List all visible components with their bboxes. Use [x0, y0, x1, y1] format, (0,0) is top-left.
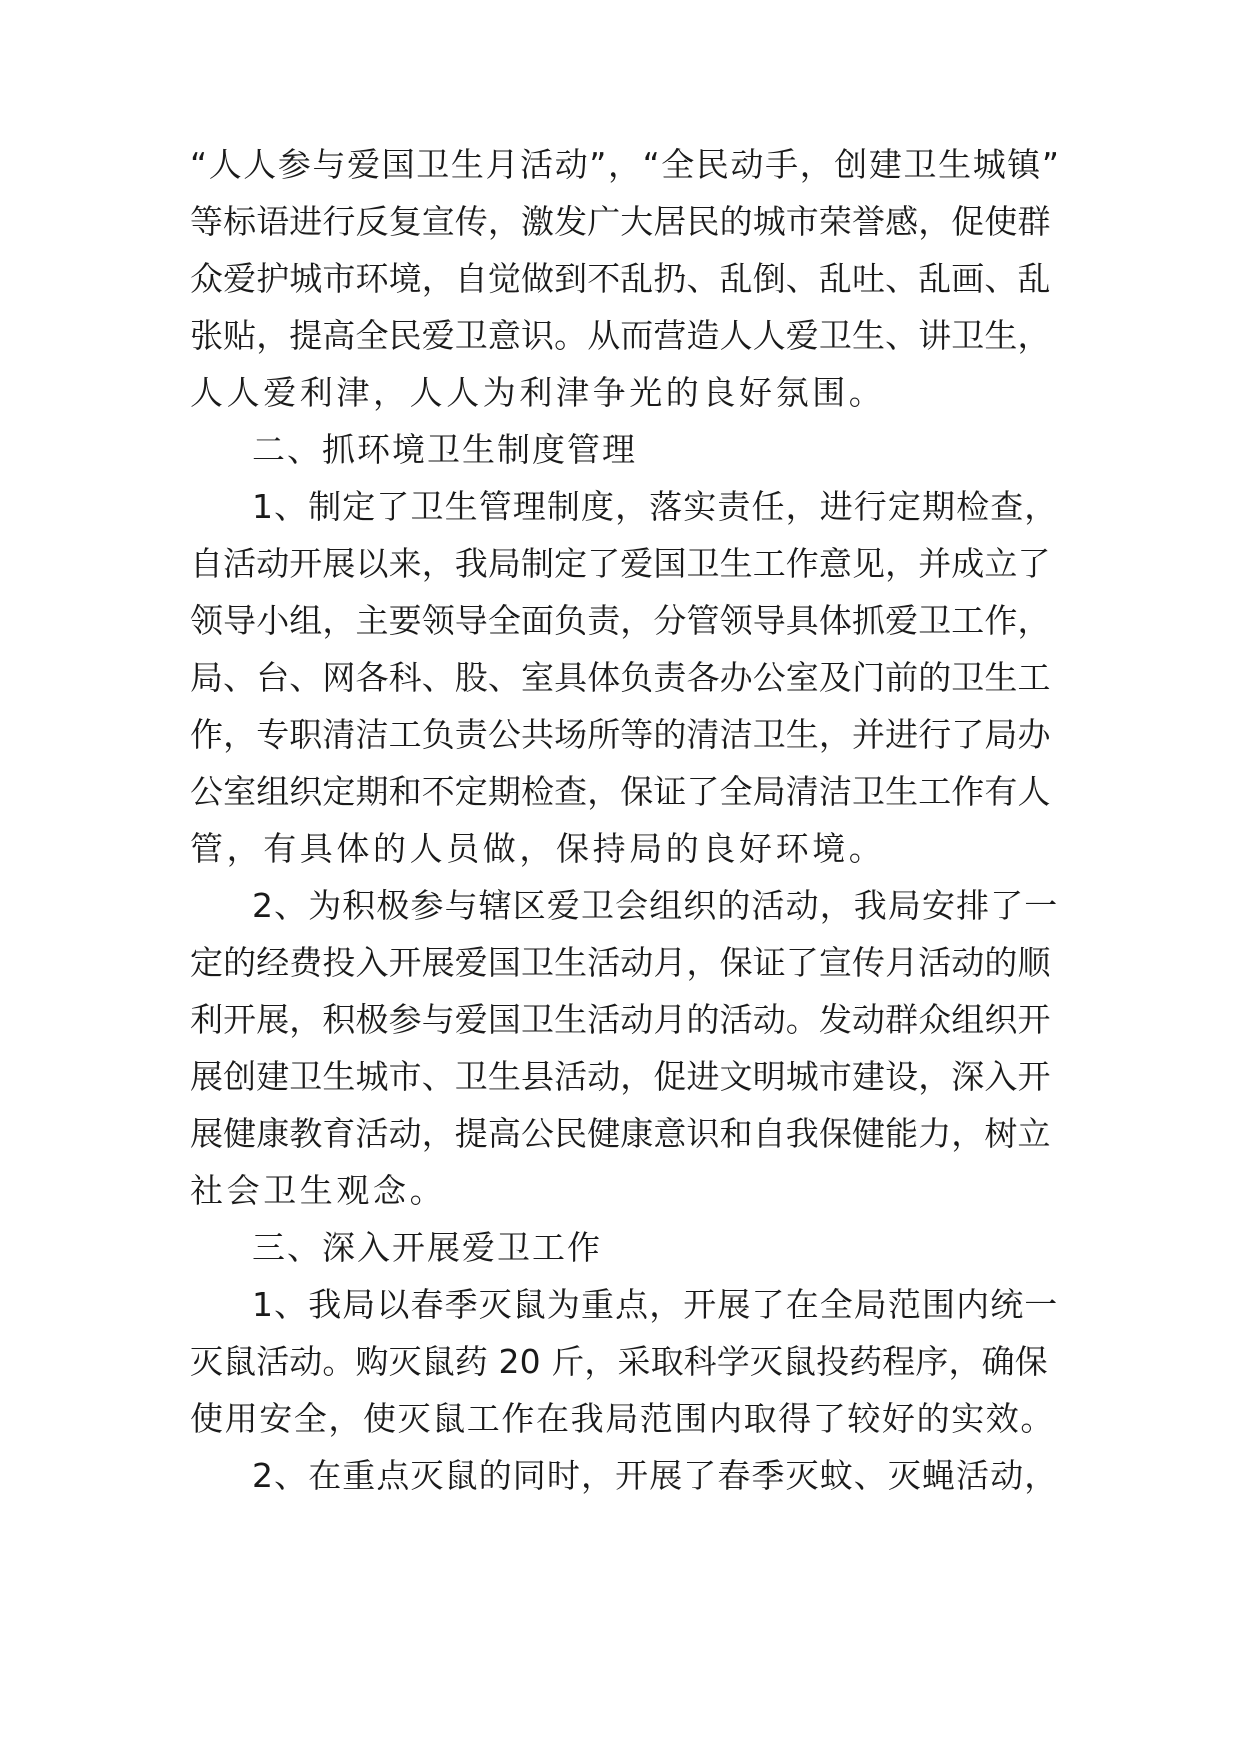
text-line: 领导小组，主要领导全面负责，分管领导具体抓爱卫工作，	[190, 601, 1051, 640]
text-line: 定的经费投入开展爱国卫生活动月，保证了宣传月活动的顺	[190, 943, 1051, 982]
text-line: 使用安全，使灭鼠工作在我局范围内取得了较好的实效。	[190, 1399, 1055, 1438]
text-line: 作，专职清洁工负责公共场所等的清洁卫生，并进行了局办	[190, 715, 1051, 754]
text-line: 展健康教育活动，提高公民健康意识和自我保健能力，树立	[190, 1114, 1051, 1153]
text-line: 公室组织定期和不定期检查，保证了全局清洁卫生工作有人	[190, 772, 1051, 811]
text-line: 2、在重点灭鼠的同时，开展了春季灭蚊、灭蝇活动，	[252, 1456, 1059, 1495]
text-line: 利开展，积极参与爱国卫生活动月的活动。发动群众组织开	[190, 1000, 1051, 1039]
text-line: 1、制定了卫生管理制度，落实责任，进行定期检查，	[252, 487, 1059, 526]
text-line: 管，有具体的人员做，保持局的良好环境。	[190, 829, 886, 868]
text-line: 自活动开展以来，我局制定了爱国卫生工作意见，并成立了	[190, 544, 1051, 583]
text-line: “人人参与爱国卫生月活动”，“全民动手，创建卫生城镇”	[190, 145, 1061, 184]
text-line: 2、为积极参与辖区爱卫会组织的活动，我局安排了一	[252, 886, 1059, 925]
text-line: 社会卫生观念。	[190, 1171, 447, 1210]
text-line: 张贴，提高全民爱卫意识。从而营造人人爱卫生、讲卫生，	[190, 316, 1051, 355]
text-line: 1、我局以春季灭鼠为重点，开展了在全局范围内统一	[252, 1285, 1059, 1324]
text-line: 人人爱利津，人人为利津争光的良好氛围。	[190, 373, 886, 412]
section-heading: 二、抓环境卫生制度管理	[252, 430, 637, 469]
text-line: 等标语进行反复宣传，激发广大居民的城市荣誉感，促使群	[190, 202, 1051, 241]
text-line: 灭鼠活动。购灭鼠药 20 斤，采取科学灭鼠投药程序，确保	[190, 1342, 1048, 1381]
section-heading: 三、深入开展爱卫工作	[252, 1228, 602, 1267]
text-line: 众爱护城市环境，自觉做到不乱扔、乱倒、乱吐、乱画、乱	[190, 259, 1051, 298]
text-line: 局、台、网各科、股、室具体负责各办公室及门前的卫生工	[190, 658, 1051, 697]
text-line: 展创建卫生城市、卫生县活动，促进文明城市建设，深入开	[190, 1057, 1051, 1096]
